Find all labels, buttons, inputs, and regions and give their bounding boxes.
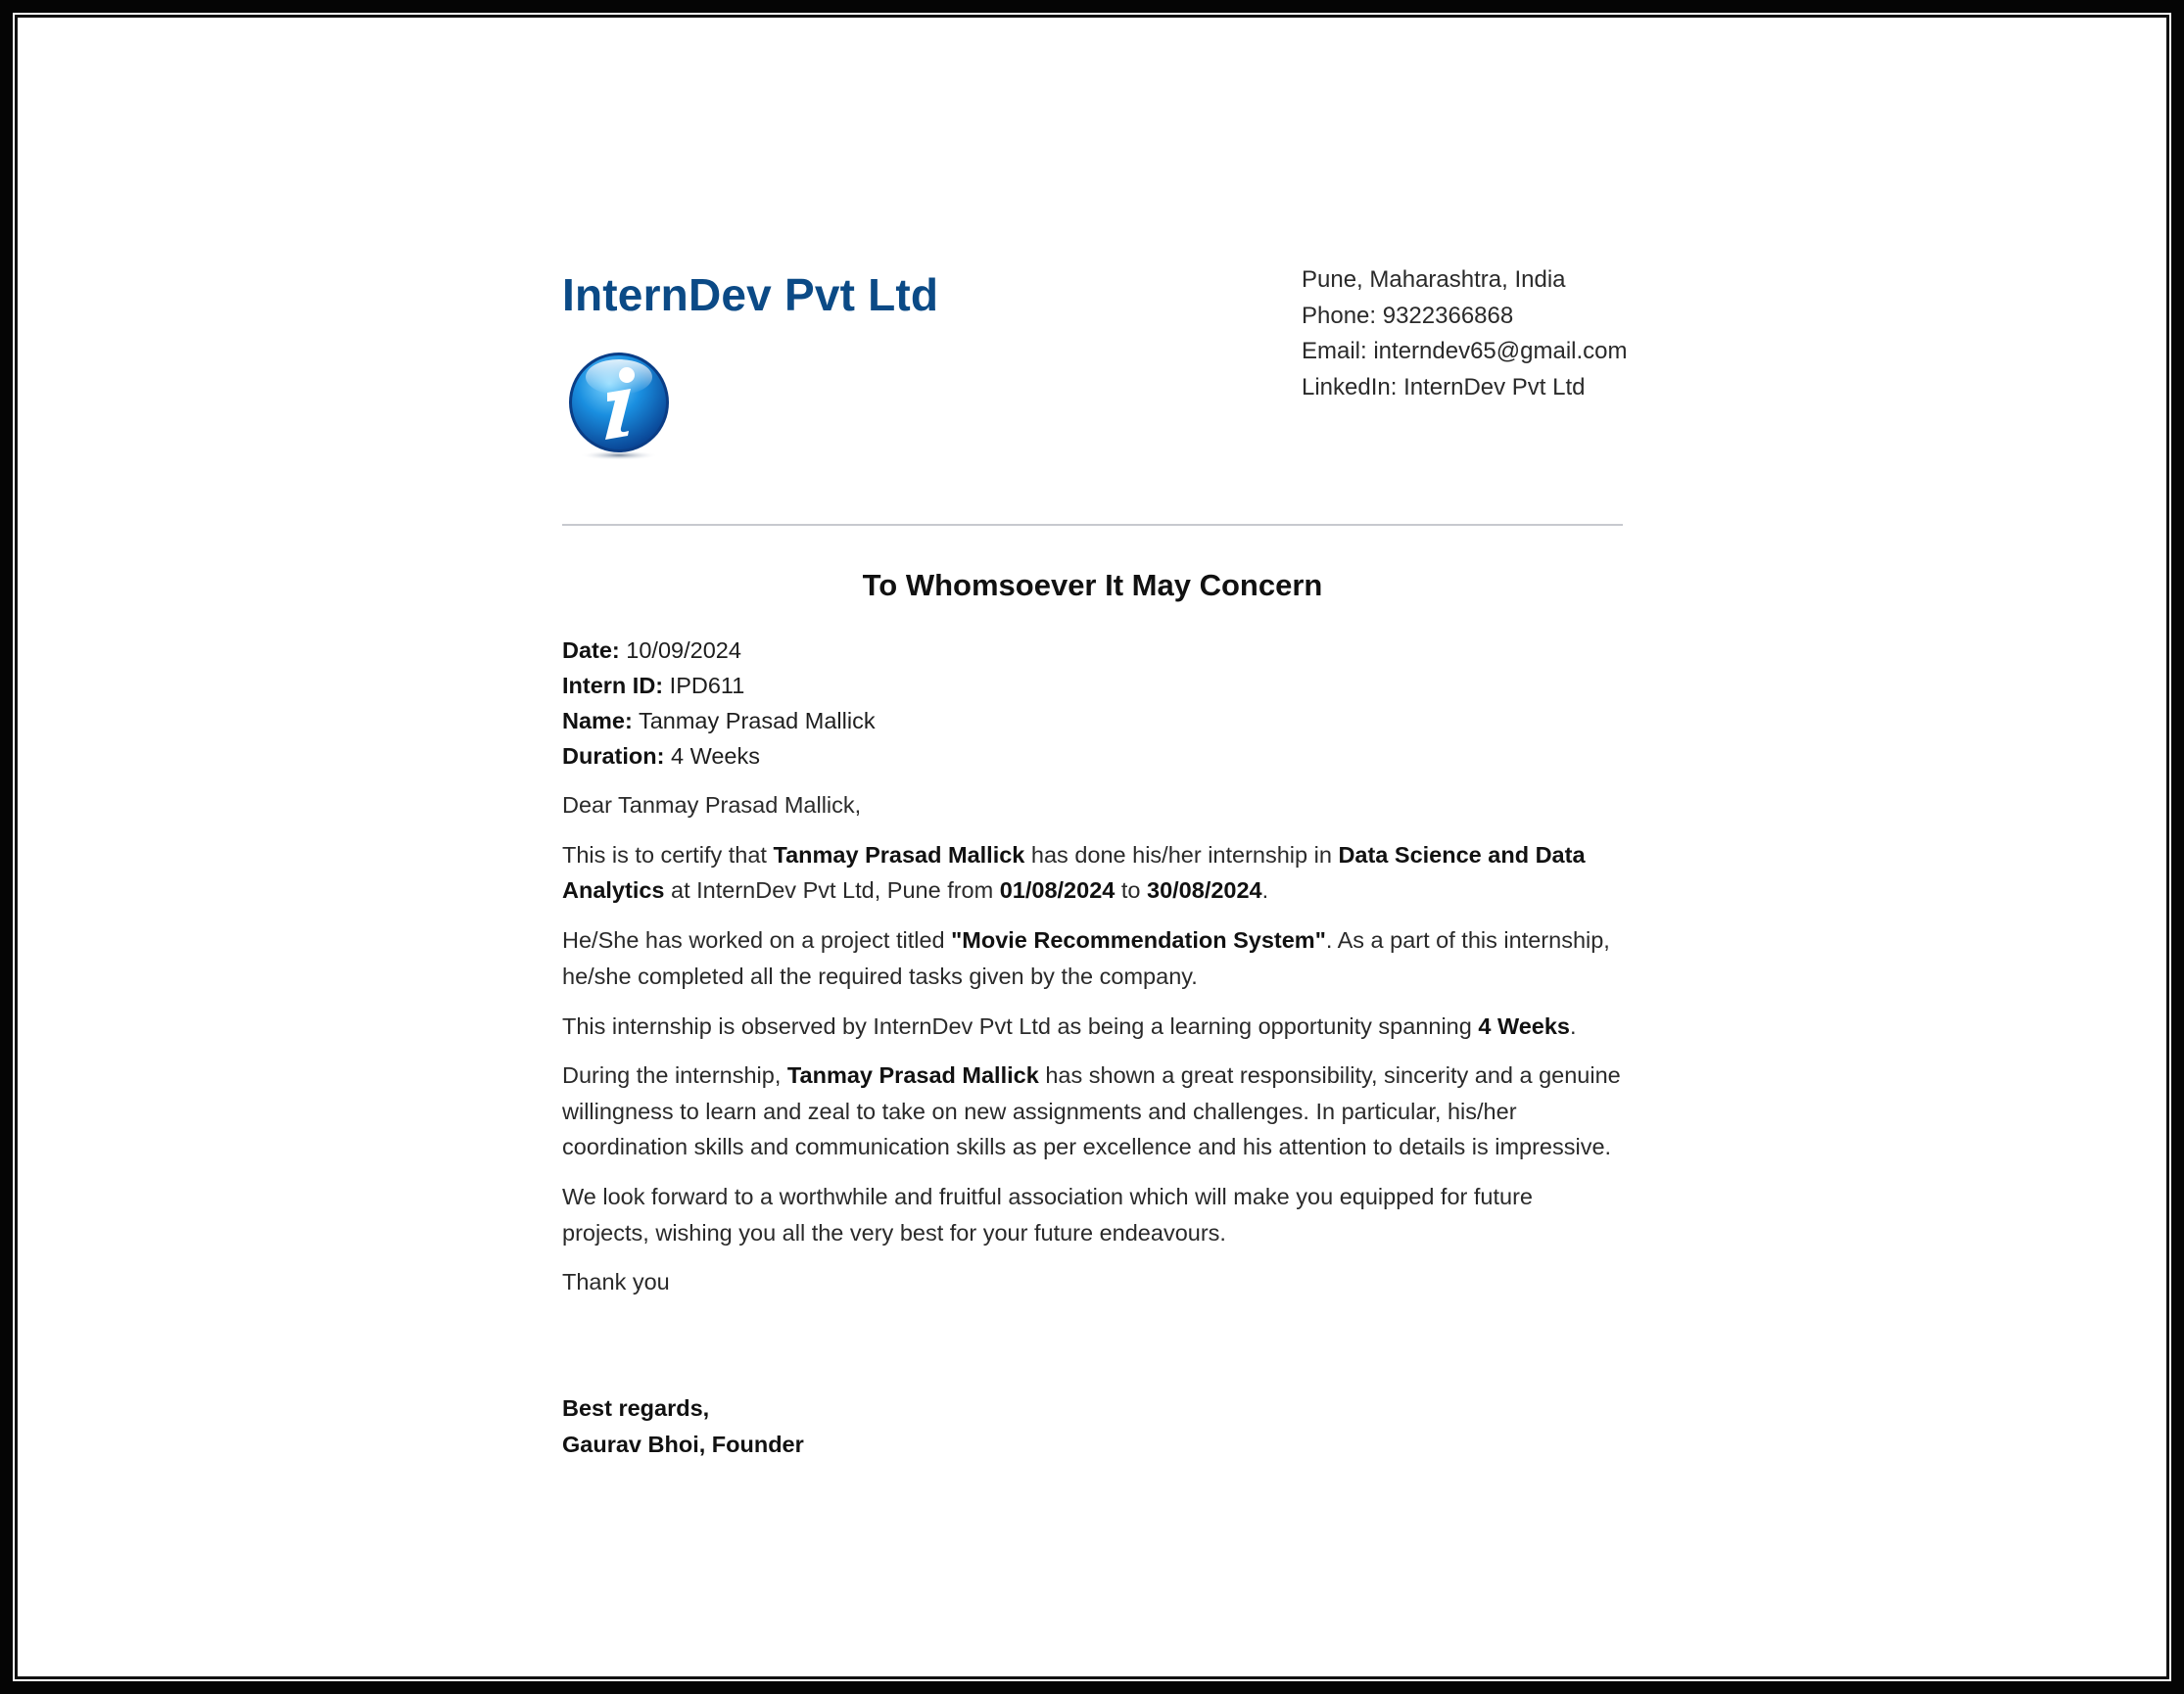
info-icon (568, 350, 674, 463)
project-title: "Movie Recommendation System" (951, 927, 1326, 954)
phone: Phone: 9322366868 (1302, 302, 1514, 329)
letterhead (562, 257, 1628, 467)
internship-domain: Data Science and Data Analytics (562, 841, 1586, 904)
intern-name: Tanmay Prasad Mallick (773, 841, 1025, 868)
contact-block (1302, 262, 1628, 405)
linkedin: LinkedIn: InternDev Pvt Ltd (1302, 373, 1586, 400)
start-date: 01/08/2024 (999, 877, 1116, 904)
duration-value: 4 Weeks (670, 743, 760, 769)
duration-label: Duration: (562, 743, 665, 769)
date-row (562, 633, 876, 668)
paragraph-certify: This is to certify that Tanmay Prasad Mallick has done his/her internship in Data Science and Data Analytics at InternDev Pvt Ltd, Pune from 01/08/2024 to 30/08/2024. (562, 841, 1586, 904)
intern-id-row (562, 668, 876, 703)
name-value: Tanmay Prasad Mallick (638, 708, 876, 733)
duration-highlight: 4 Weeks (1478, 1012, 1570, 1039)
certificate-page (562, 257, 1628, 1457)
paragraph-project: He/She has worked on a project titled "Movie Recommendation System". As a part of this internship, he/she completed all the required tasks given by the company. (562, 927, 1610, 989)
intern-id-label: Intern ID: (562, 673, 664, 698)
intern-id-value: IPD611 (669, 673, 745, 698)
date-value: 10/09/2024 (626, 637, 741, 663)
name-row (562, 703, 876, 738)
date-label: Date: (562, 637, 620, 663)
paragraph-performance: During the internship, Tanmay Prasad Mallick has shown a great responsibility, sincerity and a genuine willingness to learn and zeal to take on new assignments and challenges. In particular, his/her coordination skills and communication skills as per excellence and his attention to details is impressive. (562, 1062, 1621, 1160)
end-date: 30/08/2024 (1147, 877, 1262, 904)
letter-body (562, 787, 1623, 1314)
paragraph-wishes: We look forward to a worthwhile and fruitful association which will make you equipped for future projects, wishing you all the very best for your future endeavours. (562, 1184, 1533, 1246)
letter-title: To Whomsoever It May Concern (862, 568, 1323, 602)
regards: Best regards, (562, 1395, 710, 1421)
paragraph-duration: This internship is observed by InternDev Pvt Ltd as being a learning opportunity spanning 4 Weeks. (562, 1012, 1577, 1039)
intern-name-repeat: Tanmay Prasad Mallick (786, 1062, 1039, 1089)
signatory: Gaurav Bhoi, Founder (562, 1432, 804, 1457)
address: Pune, Maharashtra, India (1302, 266, 1566, 293)
thanks: Thank you (562, 1269, 670, 1295)
company-name: InternDev Pvt Ltd (562, 269, 939, 320)
intern-details (562, 633, 876, 774)
name-label: Name: (562, 708, 633, 733)
salutation: Dear Tanmay Prasad Mallick, (562, 792, 862, 818)
header-divider (562, 524, 1623, 526)
email: Email: interndev65@gmail.com (1302, 338, 1628, 364)
signoff (562, 1390, 804, 1463)
duration-row (562, 738, 876, 774)
